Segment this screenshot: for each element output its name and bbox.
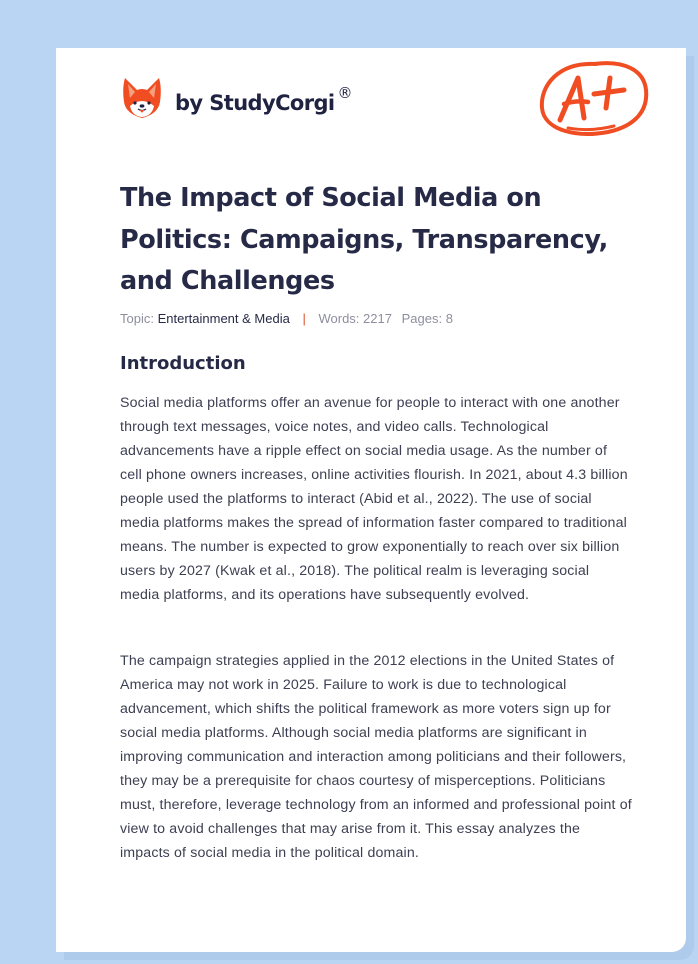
words-label: Words: bbox=[318, 311, 360, 326]
corgi-logo-icon bbox=[122, 76, 162, 120]
pages-label: Pages: bbox=[401, 311, 443, 326]
topic-value[interactable]: Entertainment & Media bbox=[157, 311, 290, 326]
pages-value: 8 bbox=[445, 311, 453, 326]
document-card bbox=[56, 48, 686, 952]
intro-paragraph-1: Social media platforms offer an avenue for people to interact with one another through text messages, voice notes, and video calls. Technological advancements have a ripple effect on social media usage. As the number of cell phone owners increases, online activities flourish. In 2021, about 4.3 billion people used the platforms to interact (Abid et al., 2022). The use of social media platforms makes the spread of information faster compared to traditional means. The number is expected to grow exponentially to reach over six billion users by 2027 (Kwak et al., 2018). The political realm is leveraging social media platforms, and its operations have subsequently evolved. bbox=[120, 395, 628, 603]
studycorgi-logo[interactable] bbox=[122, 76, 352, 120]
a-plus-grade-icon bbox=[538, 58, 650, 140]
intro-paragraph-2: The campaign strategies applied in the 2012 elections in the United States of America may not work in 2025. Failure to work is due to technological advancement, which shifts the political framework as more voters sign up for social media platforms. Although social media platforms are significant in improving communication and interaction among politicians and their followers, they may be a prerequisite for chaos courtesy of misperceptions. Politicians must, therefore, leverage technology from an informed and professional point of view to avoid challenges that may arise from it. This essay analyzes the impacts of social media in the political domain. bbox=[120, 653, 632, 861]
brand-name bbox=[175, 84, 352, 115]
words-value: 2217 bbox=[363, 311, 392, 326]
section-heading-introduction: Introduction bbox=[120, 353, 246, 374]
brand-name-text: by StudyCorgi bbox=[175, 91, 335, 115]
document-meta bbox=[120, 311, 453, 326]
meta-separator: | bbox=[302, 311, 306, 326]
topic-label: Topic: bbox=[120, 311, 154, 326]
document-title: The Impact of Social Media on Politics: Campaigns, Transparency, and Challenges bbox=[120, 183, 608, 296]
registered-mark: ® bbox=[337, 84, 352, 102]
